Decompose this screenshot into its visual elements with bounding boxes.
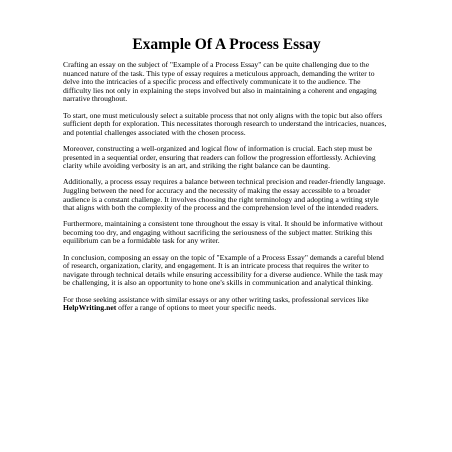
document-title: Example Of A Process Essay bbox=[132, 36, 321, 53]
paragraph-services bbox=[63, 296, 390, 313]
paragraph-organization: Moreover, constructing a well-organized and logical flow of information is crucial. Each step must be presented in a sequential order, ensuring that readers can follow the progression effortlessly. Achieving clarity while avoiding verbosity is an art, and striking the right balance can be daunting. bbox=[63, 143, 376, 171]
paragraph-language-balance: Additionally, a process essay requires a balance between technical precision and reader-friendly language. Juggling between the need for accuracy and the necessity of making the essay accessible to a broader audience is a constant challenge. It involves choosing the right terminology and adopting a writing style that aligns with both the complexity of the process and the comprehension level of the intended readers. bbox=[63, 177, 386, 213]
services-text-after: offer a range of options to meet your specific needs. bbox=[116, 303, 277, 313]
paragraph-intro: Crafting an essay on the subject of "Example of a Process Essay" can be quite challenging due to the nuanced nature of the task. This type of essay requires a meticulous approach, demanding the writer to delve into the intricacies of a specific process and effectively communicate it to the audience. The difficulty lies not only in explaining the steps involved but also in maintaining a coherent and engaging narrative throughout. bbox=[63, 60, 377, 104]
services-text-before: For those seeking assistance with similar essays or any other writing tasks, professional services like bbox=[63, 294, 369, 304]
paragraph-conclusion: In conclusion, composing an essay on the topic of "Example of a Process Essay" demands a careful blend of research, organization, clarity, and engagement. It is an intricate process that requires the writer to navigate through technical details while ensuring accessibility for a diverse audience. While the task may be challenging, it is also an opportunity to hone one's skills in communication and analytical thinking. bbox=[63, 252, 384, 288]
paragraph-tone: Furthermore, maintaining a consistent tone throughout the essay is vital. It should be informative without becoming too dry, and engaging without sacrificing the seriousness of the subject matter. Striking this equilibrium can be a formidable task for any writer. bbox=[63, 219, 383, 246]
helpwriting-brand-name: HelpWriting.net bbox=[63, 303, 117, 313]
paragraph-select-process: To start, one must meticulously select a suitable process that not only aligns with the topic but also offers sufficient depth for exploration. This necessitates thorough research to understand the intricacies, nuances, and potential challenges associated with the chosen process. bbox=[63, 110, 387, 137]
